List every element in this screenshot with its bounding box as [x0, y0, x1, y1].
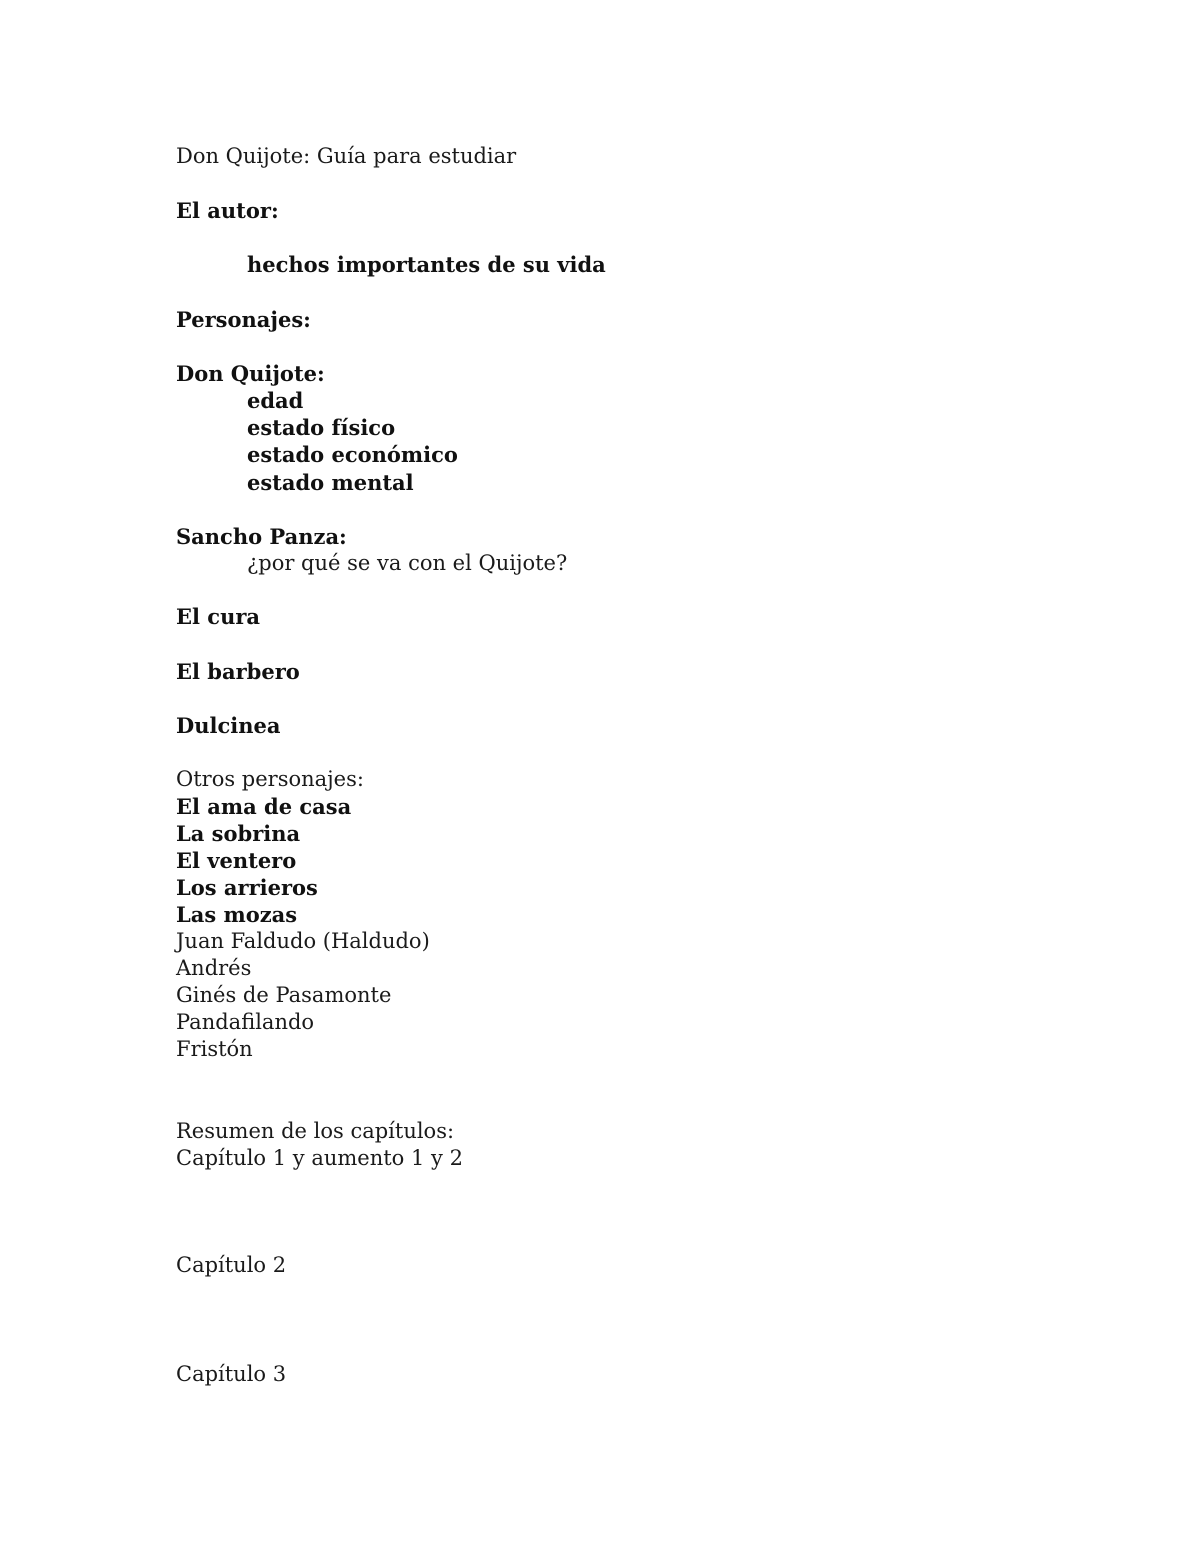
don-quijote-item: estado económico [247, 442, 458, 467]
otros-bold-item: Las mozas [176, 902, 298, 927]
dulcinea-heading: Dulcinea [176, 713, 281, 738]
document-title: Don Quijote: Guía para estudiar [176, 144, 517, 168]
otros-bold-item: Los arrieros [176, 875, 318, 900]
sancho-question: ¿por qué se va con el Quijote? [247, 551, 568, 575]
cura-heading: El cura [176, 604, 261, 629]
otros-plain-item: Fristón [176, 1037, 253, 1061]
otros-plain-item: Andrés [176, 956, 252, 980]
otros-plain-item: Juan Faldudo (Haldudo) [176, 929, 430, 953]
autor-item: hechos importantes de su vida [247, 252, 606, 277]
personajes-heading: Personajes: [176, 307, 311, 332]
otros-bold-item: El ventero [176, 848, 297, 873]
autor-heading: El autor: [176, 198, 279, 223]
sancho-heading: Sancho Panza: [176, 524, 347, 549]
chapter-entry: Capítulo 2 [176, 1253, 287, 1277]
otros-plain-item: Pandafilando [176, 1010, 315, 1034]
don-quijote-item: estado físico [247, 415, 396, 440]
otros-plain-item: Ginés de Pasamonte [176, 983, 392, 1007]
don-quijote-item: edad [247, 388, 304, 413]
don-quijote-item: estado mental [247, 470, 414, 495]
otros-bold-item: El ama de casa [176, 794, 352, 819]
otros-heading: Otros personajes: [176, 767, 364, 791]
barbero-heading: El barbero [176, 659, 300, 684]
otros-bold-item: La sobrina [176, 821, 301, 846]
chapter-entry: Capítulo 1 y aumento 1 y 2 [176, 1146, 463, 1170]
resumen-heading: Resumen de los capítulos: [176, 1119, 455, 1143]
chapter-entry: Capítulo 3 [176, 1362, 287, 1386]
don-quijote-heading: Don Quijote: [176, 361, 325, 386]
